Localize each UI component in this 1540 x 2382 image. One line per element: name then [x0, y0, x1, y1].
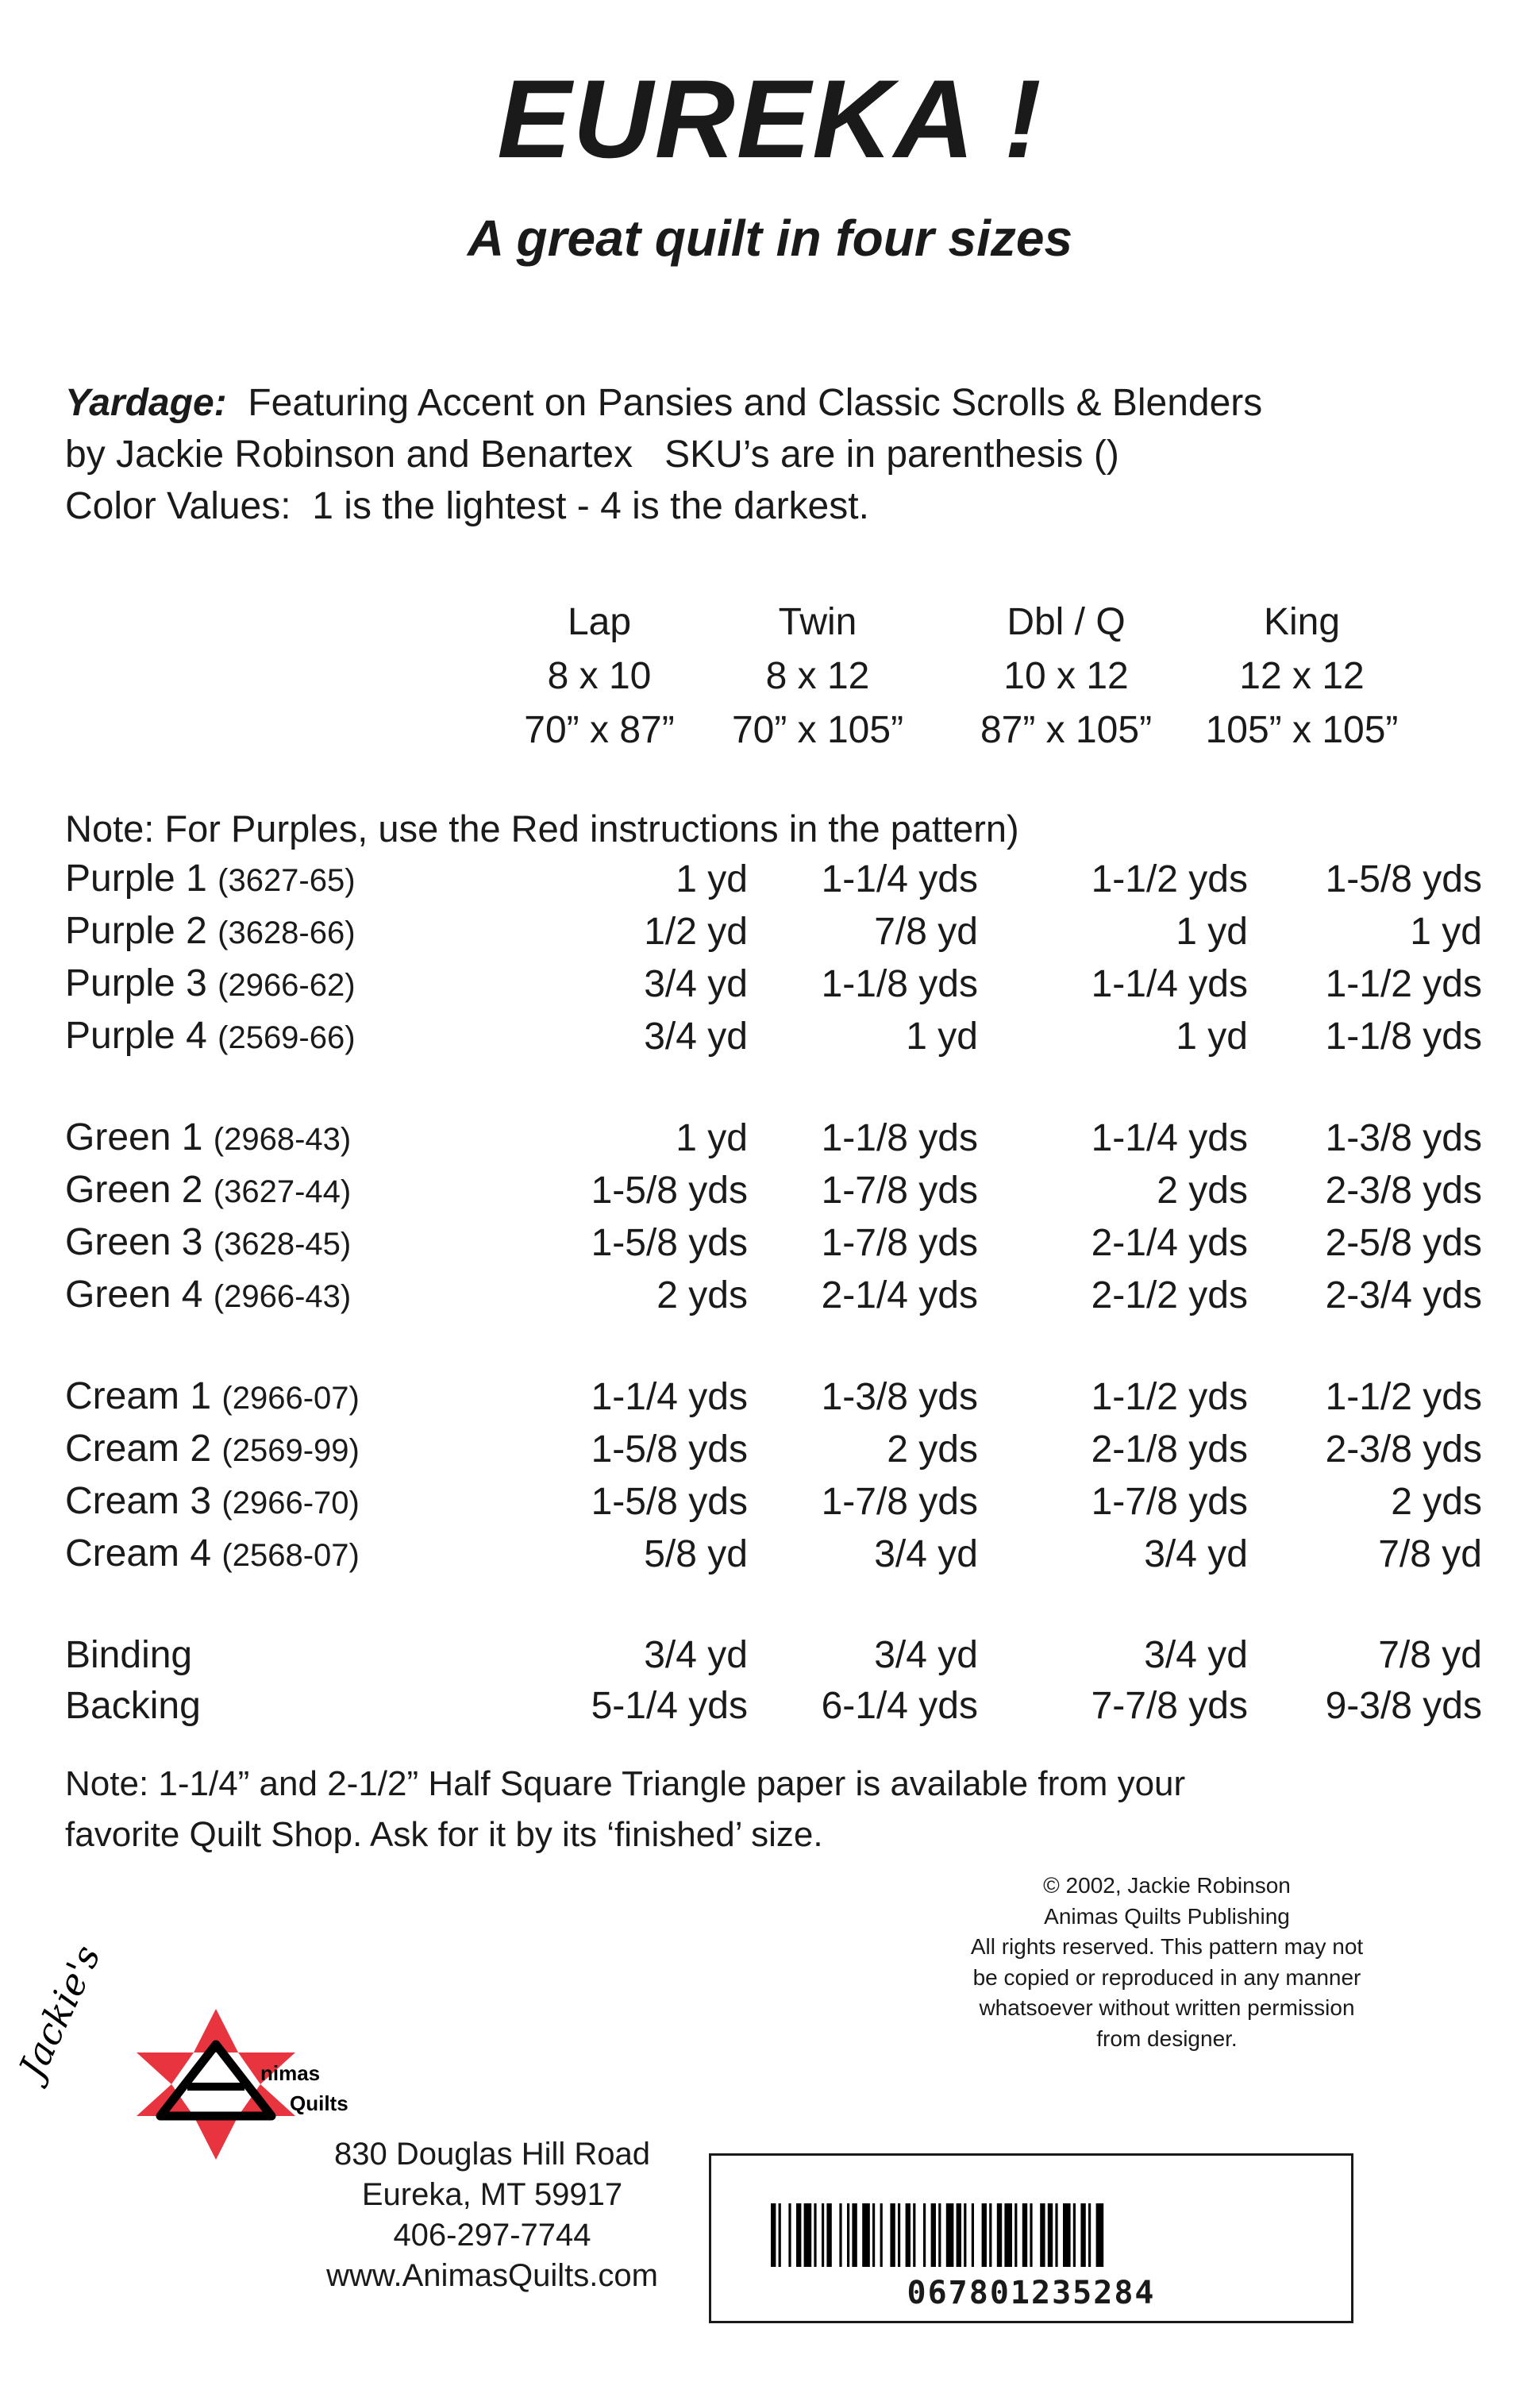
yardage-lap: 1 yd [676, 1117, 748, 1159]
yardage-twin: 1-1/4 yds [821, 858, 978, 900]
yardage-king: 2-3/8 yds [1325, 1170, 1482, 1212]
yardage-king: 1-5/8 yds [1325, 858, 1482, 900]
table-row [65, 1217, 1482, 1270]
yardage-lap: 1-5/8 yds [591, 1222, 748, 1264]
fabric-name: Green 4 [65, 1274, 203, 1316]
row-spacer [65, 1581, 1482, 1630]
yardage-twin: 6-1/4 yds [821, 1685, 978, 1727]
table-row [65, 1011, 1482, 1063]
yardage-twin: 1-3/8 yds [821, 1376, 978, 1418]
size-column-dbl-q [947, 596, 1185, 757]
yardage-dbl-q: 2 yds [1157, 1170, 1248, 1212]
table-row [65, 854, 1482, 906]
yardage-twin: 1-7/8 yds [821, 1222, 978, 1264]
copyright-notice [921, 1871, 1413, 2054]
address-street: 830 Douglas Hill Road [333, 2137, 650, 2172]
table-row [65, 958, 1482, 1011]
fabric-name: Cream 2 [65, 1428, 212, 1470]
yardage-dbl-q: 1-1/4 yds [1091, 963, 1248, 1005]
yardage-lap: 1-5/8 yds [591, 1428, 748, 1470]
fabric-sku: (2569-99) [221, 1433, 360, 1468]
yardage-twin: 2-1/4 yds [821, 1274, 978, 1316]
yardage-dbl-q: 2-1/2 yds [1091, 1274, 1248, 1316]
purples-note: Note: For Purples, use the Red instructions in the pattern) [65, 807, 1019, 850]
yardage-king: 1-1/8 yds [1325, 1016, 1482, 1058]
fabric-sku: (2569-66) [218, 1020, 356, 1055]
yardage-king: 1-3/8 yds [1325, 1117, 1482, 1159]
size-name: King [1263, 601, 1341, 643]
yardage-twin: 1-7/8 yds [821, 1170, 978, 1212]
size-name: Lap [567, 601, 632, 643]
yardage-lap: 1-5/8 yds [591, 1170, 748, 1212]
size-blocks: 8 x 12 [765, 655, 870, 697]
intro-line-3: Color Values: 1 is the lightest - 4 is the darkest. [65, 485, 869, 527]
yardage-twin: 3/4 yd [874, 1634, 978, 1676]
fabric-name: Backing [65, 1685, 201, 1727]
yardage-dbl-q: 2-1/8 yds [1091, 1428, 1248, 1470]
table-row [65, 1528, 1482, 1581]
fabric-sku: (3628-45) [213, 1227, 352, 1262]
yardage-dbl-q: 1-1/4 yds [1091, 1117, 1248, 1159]
copyright-line: be copied or reproduced in any manner [972, 1964, 1361, 1990]
yardage-king: 7/8 yd [1378, 1634, 1482, 1676]
yardage-lap: 5-1/4 yds [591, 1685, 748, 1727]
fabric-name: Binding [65, 1634, 193, 1676]
fabric-name: Cream 3 [65, 1480, 212, 1522]
fabric-name: Purple 2 [65, 910, 207, 952]
yardage-dbl-q: 1-1/2 yds [1091, 1376, 1248, 1418]
row-spacer [65, 1063, 1482, 1112]
size-name: Dbl / Q [1007, 601, 1126, 643]
fabric-name: Green 2 [65, 1169, 203, 1211]
size-name: Twin [778, 601, 857, 643]
table-row [65, 1681, 1482, 1732]
fabric-sku: (2966-43) [213, 1279, 352, 1314]
page-subtitle: A great quilt in four sizes [467, 210, 1073, 267]
yardage-twin: 1-7/8 yds [821, 1481, 978, 1523]
table-row [65, 1371, 1482, 1424]
yardage-dbl-q: 3/4 yd [1144, 1634, 1248, 1676]
yardage-dbl-q: 1 yd [1176, 1016, 1248, 1058]
fabric-name: Cream 4 [65, 1532, 212, 1575]
copyright-line: © 2002, Jackie Robinson [1043, 1873, 1291, 1898]
logo-word-quilts: Quilts [290, 2091, 348, 2115]
logo-word-animas: nimas [260, 2061, 321, 2085]
size-column-king [1183, 596, 1421, 757]
barcode-number: 067801235284 [907, 2275, 1156, 2311]
copyright-line: All rights reserved. This pattern may not [970, 1934, 1364, 1959]
fabric-sku: (3628-66) [218, 915, 356, 950]
yardage-king: 2-3/4 yds [1325, 1274, 1482, 1316]
publisher-address [286, 2134, 699, 2296]
fabric-name: Purple 4 [65, 1015, 207, 1057]
yardage-dbl-q: 1-1/2 yds [1091, 858, 1248, 900]
yardage-lap: 3/4 yd [644, 963, 748, 1005]
size-dimensions: 70” x 105” [731, 709, 904, 751]
hst-paper-note [65, 1759, 1185, 1860]
fabric-sku: (2968-43) [213, 1122, 352, 1157]
yardage-dbl-q: 2-1/4 yds [1091, 1222, 1248, 1264]
address-website: www.AnimasQuilts.com [326, 2258, 658, 2293]
yardage-table [65, 854, 1482, 1732]
yardage-king: 1 yd [1410, 911, 1482, 953]
table-row [65, 906, 1482, 958]
yardage-twin: 2 yds [887, 1428, 978, 1470]
yardage-king: 1-1/2 yds [1325, 963, 1482, 1005]
fabric-name: Purple 3 [65, 962, 207, 1004]
intro-line-2: by Jackie Robinson and Benartex SKU’s are in parenthesis () [65, 434, 1119, 476]
yardage-king: 7/8 yd [1378, 1533, 1482, 1575]
yardage-king: 9-3/8 yds [1325, 1685, 1482, 1727]
fabric-sku: (2568-07) [221, 1538, 360, 1573]
barcode-bars-icon [771, 2203, 1295, 2267]
fabric-name: Green 1 [65, 1116, 203, 1158]
size-blocks: 12 x 12 [1239, 655, 1365, 697]
table-row [65, 1424, 1482, 1476]
yardage-lap: 3/4 yd [644, 1016, 748, 1058]
signature-text: Jackie's [10, 1938, 109, 2085]
size-column-lap [480, 596, 718, 757]
fabric-sku: (2966-62) [218, 968, 356, 1003]
page-title: EUREKA ! [497, 56, 1043, 181]
yardage-twin: 1-1/8 yds [821, 1117, 978, 1159]
fabric-sku: (2966-70) [221, 1486, 360, 1521]
yardage-twin: 1-1/8 yds [821, 963, 978, 1005]
fabric-name: Purple 1 [65, 858, 207, 900]
address-phone: 406-297-7744 [393, 2218, 591, 2253]
fabric-sku: (3627-65) [218, 863, 356, 898]
yardage-lap: 1-1/4 yds [591, 1376, 748, 1418]
note-line-2: favorite Quilt Shop. Ask for it by its ‘finished’ size. [65, 1815, 823, 1854]
copyright-line: from designer. [1096, 2025, 1238, 2051]
size-blocks: 10 x 12 [1003, 655, 1129, 697]
yardage-king: 1-1/2 yds [1325, 1376, 1482, 1418]
address-city: Eureka, MT 59917 [361, 2177, 623, 2212]
yardage-king: 2-5/8 yds [1325, 1222, 1482, 1264]
table-row [65, 1476, 1482, 1528]
size-dimensions: 105” x 105” [1205, 709, 1399, 751]
size-blocks: 8 x 10 [547, 655, 652, 697]
fabric-sku: (2966-07) [221, 1381, 360, 1416]
fabric-name: Green 3 [65, 1221, 203, 1263]
table-row [65, 1112, 1482, 1165]
yardage-lap: 1 yd [676, 858, 748, 900]
table-row [65, 1630, 1482, 1681]
yardage-lap: 3/4 yd [644, 1634, 748, 1676]
yardage-dbl-q: 1-7/8 yds [1091, 1481, 1248, 1523]
yardage-dbl-q: 3/4 yd [1144, 1533, 1248, 1575]
table-row [65, 1165, 1482, 1217]
yardage-lap: 5/8 yd [644, 1533, 748, 1575]
yardage-twin: 7/8 yd [874, 911, 978, 953]
yardage-lap: 2 yds [656, 1274, 748, 1316]
intro-featuring-text: Featuring Accent on Pansies and Classic Scrolls & Blenders [248, 382, 1263, 424]
yardage-dbl-q: 7-7/8 yds [1091, 1685, 1248, 1727]
size-dimensions: 70” x 87” [524, 709, 675, 751]
intro-line-1 [65, 377, 1262, 429]
yardage-dbl-q: 1 yd [1176, 911, 1248, 953]
yardage-intro [65, 377, 1262, 532]
copyright-line: whatsoever without written permission [979, 1995, 1355, 2020]
yardage-king: 2-3/8 yds [1325, 1428, 1482, 1470]
copyright-line: Animas Quilts Publishing [1044, 1903, 1290, 1929]
note-line-1: Note: 1-1/4” and 2-1/2” Half Square Triangle paper is available from your [65, 1764, 1186, 1803]
barcode [709, 2153, 1353, 2323]
size-column-twin [699, 596, 937, 757]
yardage-twin: 1 yd [906, 1016, 978, 1058]
yardage-lap: 1-5/8 yds [591, 1481, 748, 1523]
yardage-king: 2 yds [1391, 1481, 1482, 1523]
fabric-name: Cream 1 [65, 1375, 212, 1417]
yardage-lap: 1/2 yd [644, 911, 748, 953]
row-spacer [65, 1322, 1482, 1371]
table-row [65, 1270, 1482, 1322]
yardage-label: Yardage: [65, 382, 227, 424]
fabric-sku: (3627-44) [213, 1174, 352, 1209]
size-dimensions: 87” x 105” [980, 709, 1153, 751]
yardage-twin: 3/4 yd [874, 1533, 978, 1575]
